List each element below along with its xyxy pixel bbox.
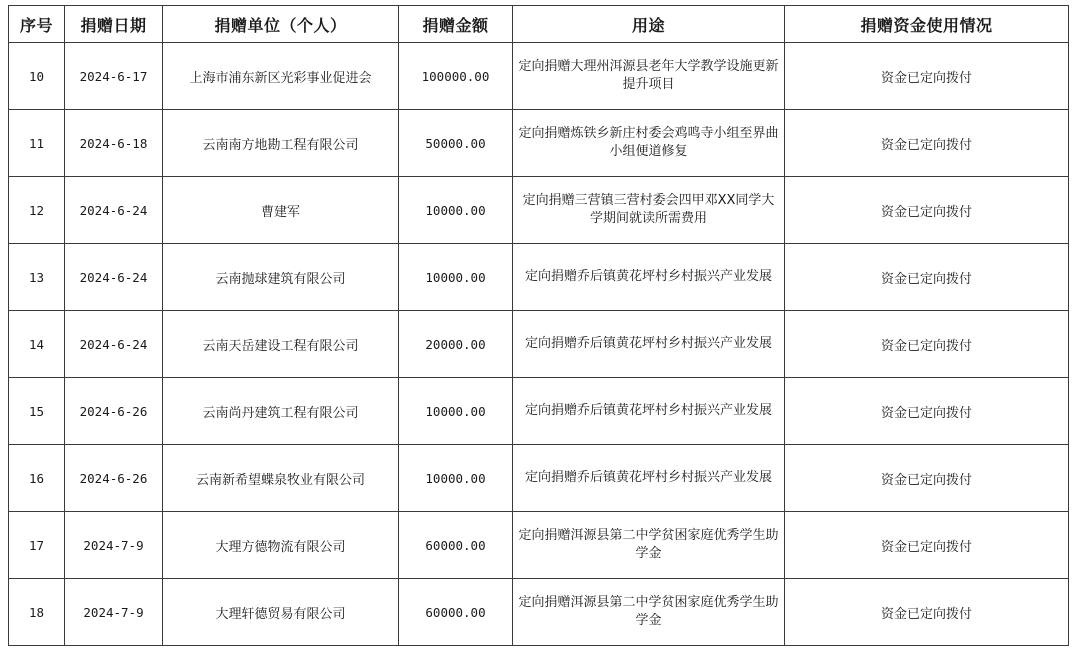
header-no: 序号 — [9, 6, 65, 43]
row-date: 2024-6-24 — [65, 177, 163, 244]
row-donor: 上海市浦东新区光彩事业促进会 — [163, 43, 399, 110]
row-status: 资金已定向拨付 — [785, 311, 1069, 378]
row-date: 2024-6-24 — [65, 311, 163, 378]
row-no: 16 — [9, 445, 65, 512]
header-donor: 捐赠单位（个人） — [163, 6, 399, 43]
row-date: 2024-6-26 — [65, 378, 163, 445]
row-status: 资金已定向拨付 — [785, 110, 1069, 177]
row-purpose-cell — [513, 378, 785, 445]
row-date: 2024-7-9 — [65, 579, 163, 646]
row-purpose: 定向捐赠三营镇三营村委会四甲邓XX同学大学期间就读所需费用 — [522, 193, 775, 226]
row-purpose: 定向捐赠洱源县第二中学贫困家庭优秀学生助学金 — [518, 595, 779, 628]
table-row — [9, 311, 1069, 378]
row-donor: 云南南方地勘工程有限公司 — [163, 110, 399, 177]
donation-table — [8, 5, 1069, 646]
row-purpose: 定向捐赠洱源县第二中学贫困家庭优秀学生助学金 — [518, 528, 779, 561]
row-no: 12 — [9, 177, 65, 244]
row-no: 14 — [9, 311, 65, 378]
row-amount: 100000.00 — [399, 43, 513, 110]
row-amount: 50000.00 — [399, 110, 513, 177]
row-purpose-cell — [513, 445, 785, 512]
row-status: 资金已定向拨付 — [785, 512, 1069, 579]
table-row — [9, 177, 1069, 244]
row-donor: 云南尚丹建筑工程有限公司 — [163, 378, 399, 445]
header-date: 捐赠日期 — [65, 6, 163, 43]
table-row — [9, 445, 1069, 512]
row-donor: 云南抛球建筑有限公司 — [163, 244, 399, 311]
row-status: 资金已定向拨付 — [785, 378, 1069, 445]
row-no: 10 — [9, 43, 65, 110]
row-amount: 10000.00 — [399, 244, 513, 311]
row-purpose: 定向捐赠大理州洱源县老年大学教学设施更新提升项目 — [518, 59, 779, 92]
row-purpose-cell — [513, 110, 785, 177]
header-row — [9, 6, 1069, 43]
row-donor: 云南天岳建设工程有限公司 — [163, 311, 399, 378]
row-purpose: 定向捐赠乔后镇黄花坪村乡村振兴产业发展 — [524, 403, 772, 418]
header-status: 捐赠资金使用情况 — [785, 6, 1069, 43]
row-donor: 曹建军 — [163, 177, 399, 244]
row-purpose-cell — [513, 244, 785, 311]
row-no: 15 — [9, 378, 65, 445]
row-amount: 10000.00 — [399, 177, 513, 244]
row-status: 资金已定向拨付 — [785, 579, 1069, 646]
donation-sheet — [8, 5, 1068, 646]
row-purpose: 定向捐赠乔后镇黄花坪村乡村振兴产业发展 — [524, 470, 772, 485]
row-no: 17 — [9, 512, 65, 579]
row-status: 资金已定向拨付 — [785, 445, 1069, 512]
row-date: 2024-6-24 — [65, 244, 163, 311]
row-purpose-cell — [513, 43, 785, 110]
row-purpose: 定向捐赠炼铁乡新庄村委会鸡鸣寺小组至界曲小组便道修复 — [518, 126, 779, 159]
table-row — [9, 43, 1069, 110]
header-amount: 捐赠金额 — [399, 6, 513, 43]
row-purpose-cell — [513, 579, 785, 646]
row-donor: 大理方德物流有限公司 — [163, 512, 399, 579]
row-status: 资金已定向拨付 — [785, 177, 1069, 244]
row-donor: 大理轩德贸易有限公司 — [163, 579, 399, 646]
row-purpose: 定向捐赠乔后镇黄花坪村乡村振兴产业发展 — [524, 336, 772, 351]
table-row — [9, 579, 1069, 646]
row-date: 2024-6-18 — [65, 110, 163, 177]
row-purpose-cell — [513, 512, 785, 579]
row-status: 资金已定向拨付 — [785, 244, 1069, 311]
row-no: 11 — [9, 110, 65, 177]
row-no: 18 — [9, 579, 65, 646]
row-amount: 20000.00 — [399, 311, 513, 378]
table-row — [9, 110, 1069, 177]
row-purpose: 定向捐赠乔后镇黄花坪村乡村振兴产业发展 — [524, 269, 772, 284]
row-purpose-cell — [513, 177, 785, 244]
table-row — [9, 244, 1069, 311]
header-purpose: 用途 — [513, 6, 785, 43]
row-amount: 10000.00 — [399, 445, 513, 512]
row-date: 2024-6-17 — [65, 43, 163, 110]
table-row — [9, 378, 1069, 445]
row-date: 2024-6-26 — [65, 445, 163, 512]
row-donor: 云南新希望蝶泉牧业有限公司 — [163, 445, 399, 512]
table-row — [9, 512, 1069, 579]
row-no: 13 — [9, 244, 65, 311]
row-purpose-cell — [513, 311, 785, 378]
row-status: 资金已定向拨付 — [785, 43, 1069, 110]
row-amount: 60000.00 — [399, 579, 513, 646]
row-amount: 60000.00 — [399, 512, 513, 579]
row-amount: 10000.00 — [399, 378, 513, 445]
row-date: 2024-7-9 — [65, 512, 163, 579]
